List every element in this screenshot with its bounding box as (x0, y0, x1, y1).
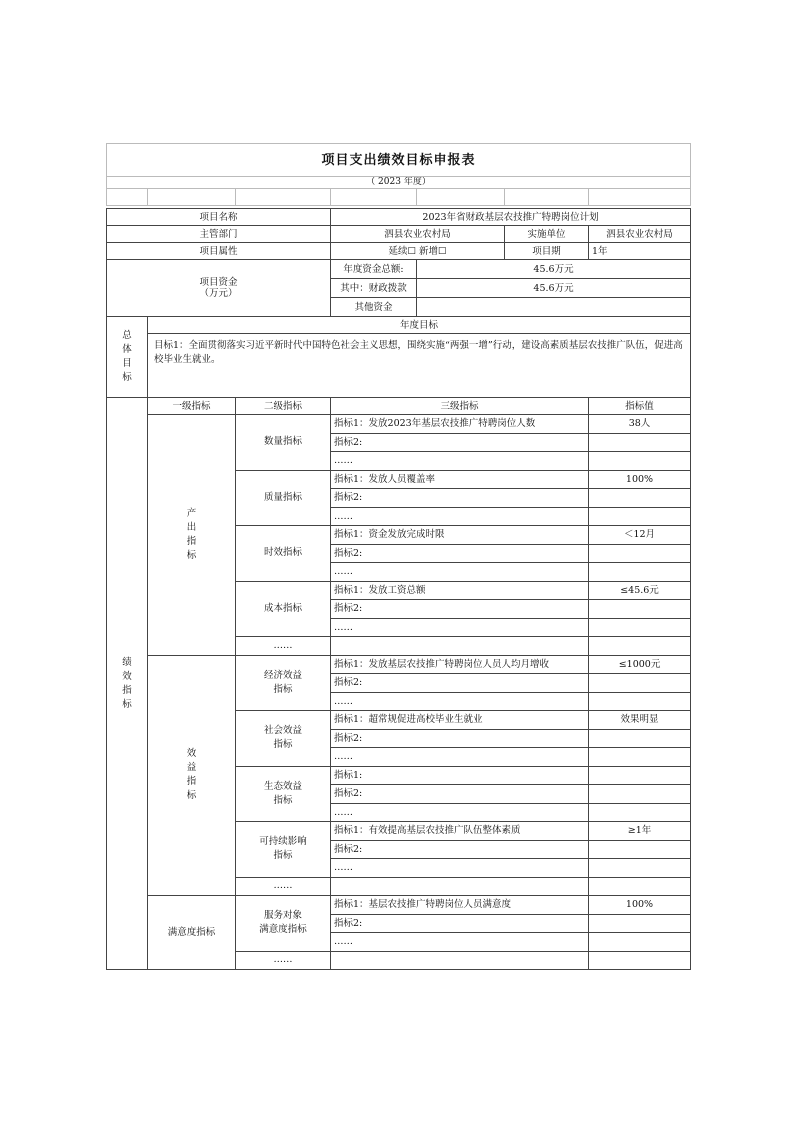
project-name-value: 2023年省财政基层农技推广特聘岗位计划 (331, 209, 691, 226)
overall-goal-side (107, 317, 148, 398)
project-name-label: 项目名称 (107, 209, 331, 226)
level2-indicator (236, 766, 331, 822)
indicator-value: 100% (589, 896, 691, 915)
level3-indicator: 指标1：发放工资总额 (331, 581, 589, 600)
indicator-value (589, 766, 691, 785)
level3-indicator (331, 951, 589, 970)
indicator-value (589, 637, 691, 656)
indicator-value (589, 951, 691, 970)
level1-indicator (148, 896, 236, 970)
indicator-value (589, 859, 691, 878)
level2-indicator (236, 951, 331, 970)
performance-form (106, 143, 690, 970)
unit-label: 实施单位 (505, 226, 589, 243)
line: 数量指标 (263, 436, 302, 448)
level3-indicator: 指标1：基层农技推广特聘岗位人员满意度 (331, 896, 589, 915)
indicator-value (589, 674, 691, 693)
line: 成本指标 (263, 602, 302, 614)
blank-cell (589, 189, 691, 206)
indicator-value (589, 507, 691, 526)
line: …… (273, 639, 293, 651)
total-funds-value: 45.6万元 (417, 260, 691, 279)
other-funds-label: 其他资金 (331, 298, 417, 317)
level3-indicator (331, 637, 589, 656)
level3-indicator: 指标2: (331, 489, 589, 508)
level3-indicator: 指标2: (331, 544, 589, 563)
indicator-value: ≤1000元 (589, 655, 691, 674)
level3-indicator: …… (331, 452, 589, 471)
indicator-value (589, 877, 691, 896)
period-label: 项目期 (505, 243, 589, 260)
line: 指标 (273, 850, 293, 862)
indicator-value: ＜12月 (589, 526, 691, 545)
fiscal-funds-value: 45.6万元 (417, 279, 691, 298)
side-char: 总 (122, 330, 132, 341)
perf-indicator-side (107, 398, 148, 970)
indicator-value: 38人 (589, 415, 691, 434)
line: 可持续影响 (259, 836, 307, 848)
level3-indicator: …… (331, 692, 589, 711)
line: 出 (186, 521, 197, 533)
level3-indicator: 指标2: (331, 600, 589, 619)
indicator-value (589, 748, 691, 767)
indicator-value: 100% (589, 470, 691, 489)
level3-indicator: …… (331, 859, 589, 878)
annual-goal-header: 年度目标 (148, 317, 691, 334)
side-char: 目 (122, 358, 132, 369)
level3-indicator: 指标1：资金发放完成时限 (331, 526, 589, 545)
other-funds-value (417, 298, 691, 317)
funds-unit-text: （万元） (199, 288, 238, 299)
col-value: 指标值 (589, 398, 691, 415)
level3-indicator: 指标1：发放2023年基层农技推广特聘岗位人数 (331, 415, 589, 434)
level3-indicator: 指标2: (331, 729, 589, 748)
unit-value: 泗县农业农村局 (589, 226, 691, 243)
level3-indicator: 指标1：有效提高基层农技推广队伍整体素质 (331, 822, 589, 841)
dept-value: 泗县农业农村局 (331, 226, 505, 243)
blank-cell (107, 189, 148, 206)
level3-indicator (331, 877, 589, 896)
line: 指标 (273, 683, 293, 695)
blank-cell (417, 189, 505, 206)
level2-indicator (236, 637, 331, 656)
indicator-value (589, 785, 691, 804)
level3-indicator: …… (331, 803, 589, 822)
attr-label: 项目属性 (107, 243, 331, 260)
level1-indicator (148, 655, 236, 896)
side-char: 体 (122, 344, 132, 355)
indicator-value (589, 600, 691, 619)
level3-indicator: 指标2: (331, 674, 589, 693)
blank-cell (505, 189, 589, 206)
indicator-value (589, 618, 691, 637)
level2-indicator (236, 655, 331, 711)
fiscal-funds-label: 其中：财政拨款 (331, 279, 417, 298)
indicator-value (589, 544, 691, 563)
level3-indicator: …… (331, 618, 589, 637)
level3-indicator: 指标1：超常规促进高校毕业生就业 (331, 711, 589, 730)
indicator-value (589, 729, 691, 748)
form-table (106, 143, 691, 970)
line: 产 (186, 507, 197, 519)
line: 服务对象 (263, 910, 302, 922)
funds-label-text: 项目资金 (199, 277, 238, 288)
indicator-value: ≤45.6元 (589, 581, 691, 600)
line: …… (273, 880, 293, 892)
line: 时效指标 (263, 547, 302, 559)
dept-label: 主管部门 (107, 226, 331, 243)
level1-indicator (148, 415, 236, 656)
line: 社会效益 (263, 725, 302, 737)
col-level1: 一级指标 (148, 398, 236, 415)
side-char: 标 (122, 698, 132, 710)
side-char: 指 (122, 684, 132, 696)
blank-cell (148, 189, 236, 206)
level3-indicator: …… (331, 748, 589, 767)
level3-indicator: 指标2: (331, 914, 589, 933)
line: 满意度指标 (167, 926, 216, 938)
indicator-value (589, 433, 691, 452)
period-value: 1年 (589, 243, 691, 260)
blank-cell (331, 189, 417, 206)
level3-indicator: …… (331, 933, 589, 952)
line: 效 (186, 748, 197, 760)
side-char: 标 (122, 372, 132, 383)
indicator-value (589, 914, 691, 933)
line: 经济效益 (263, 669, 302, 681)
indicator-value (589, 803, 691, 822)
level2-indicator (236, 877, 331, 896)
indicator-value (589, 563, 691, 582)
level3-indicator: 指标2: (331, 785, 589, 804)
side-char: 效 (122, 670, 132, 682)
level2-indicator (236, 470, 331, 526)
line: 质量指标 (263, 491, 302, 503)
line: 标 (186, 549, 197, 561)
blank-cell (236, 189, 331, 206)
indicator-value (589, 489, 691, 508)
line: 指标 (273, 739, 293, 751)
level2-indicator (236, 581, 331, 637)
indicator-value: ≥1年 (589, 822, 691, 841)
col-level3: 三级指标 (331, 398, 589, 415)
level2-indicator (236, 711, 331, 767)
level2-indicator (236, 415, 331, 471)
level2-indicator (236, 822, 331, 878)
level3-indicator: …… (331, 507, 589, 526)
total-funds-label: 年度资金总额: (331, 260, 417, 279)
indicator-value (589, 452, 691, 471)
indicator-value (589, 692, 691, 711)
line: 标 (186, 790, 197, 802)
funds-label (107, 260, 331, 317)
col-level2: 二级指标 (236, 398, 331, 415)
line: 生态效益 (263, 780, 302, 792)
form-title: 项目支出绩效目标申报表 (107, 144, 691, 177)
line: 指标 (273, 794, 293, 806)
side-char: 绩 (122, 656, 132, 668)
indicator-value (589, 933, 691, 952)
level3-indicator: 指标2: (331, 433, 589, 452)
level3-indicator: 指标1：发放基层农技推广特聘岗位人员人均月增收 (331, 655, 589, 674)
level2-indicator (236, 526, 331, 582)
indicator-value (589, 840, 691, 859)
line: 指 (186, 535, 197, 547)
level3-indicator: 指标1: (331, 766, 589, 785)
line: …… (273, 954, 293, 966)
level3-indicator: …… (331, 563, 589, 582)
attr-value: 延续☐ 新增☐ (331, 243, 505, 260)
level2-indicator (236, 896, 331, 952)
form-year: （ 2023 年度） (107, 177, 691, 189)
annual-goal-text: 目标1：全面贯彻落实习近平新时代中国特色社会主义思想，围绕实施“两强一增”行动，建设高素质基层农技推广队伍，促进高校毕业生就业。 (148, 334, 691, 398)
level3-indicator: 指标2: (331, 840, 589, 859)
line: 益 (186, 762, 197, 774)
level3-indicator: 指标1：发放人员覆盖率 (331, 470, 589, 489)
line: 满意度指标 (259, 924, 307, 936)
indicator-value: 效果明显 (589, 711, 691, 730)
line: 指 (186, 776, 197, 788)
